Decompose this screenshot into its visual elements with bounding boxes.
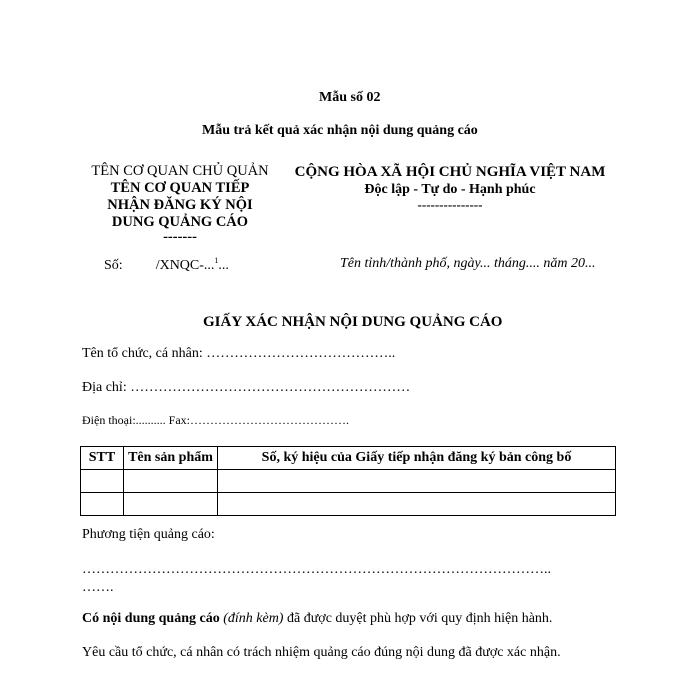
col-certificate-number: Số, ký hiệu của Giấy tiếp nhận đăng ký bản công bố [218, 447, 616, 470]
media-label: Phương tiện quảng cáo: [82, 527, 215, 542]
parent-agency: TÊN CƠ QUAN CHỦ QUẢN [91, 163, 269, 179]
document-number [104, 256, 229, 274]
issuing-agency-block [80, 163, 280, 243]
so-value: /XNQC-... [155, 258, 215, 273]
approval-rest: đã được duyệt phù hợp với quy định hiện hành. [286, 611, 553, 626]
table-cell [124, 470, 218, 493]
so-suffix: ... [218, 258, 229, 273]
media-dots-line-2: ……. [82, 580, 114, 595]
address-field: Địa chỉ: …………………………………………………… [82, 380, 411, 395]
table-header-row [81, 447, 616, 470]
agency-name-line-1: TÊN CƠ QUAN TIẾP [110, 180, 250, 196]
motto-divider: --------------- [417, 197, 483, 212]
product-table [80, 446, 616, 516]
approval-statement [82, 611, 552, 627]
col-product-name: Tên sản phẩm [124, 447, 218, 470]
agency-name-line-3: DUNG QUẢNG CÁO [111, 214, 249, 230]
agency-divider: ------- [163, 229, 197, 245]
agency-name-line-2: NHẬN ĐĂNG KÝ NỘI [107, 197, 253, 213]
footnote-mark: 1 [214, 256, 219, 265]
form-number: Mẫu số 02 [319, 90, 381, 105]
national-header-block [285, 163, 615, 211]
table-cell [218, 470, 616, 493]
document-title: GIẤY XÁC NHẬN NỘI DUNG QUẢNG CÁO [203, 314, 503, 330]
table-row [81, 493, 616, 516]
approval-bold: Có nội dung quảng cáo [82, 611, 220, 626]
phone-fax-field: Điện thoại:.......... Fax:…………………………………. [82, 413, 349, 427]
col-stt: STT [81, 447, 124, 470]
form-subtitle: Mẫu trả kết quả xác nhận nội dung quảng cáo [202, 123, 478, 138]
table-row [81, 470, 616, 493]
so-label: Số: [104, 258, 123, 273]
table-cell [124, 493, 218, 516]
country-name: CỘNG HÒA XÃ HỘI CHỦ NGHĨA VIỆT NAM [294, 164, 606, 180]
table-cell [218, 493, 616, 516]
national-motto: Độc lập - Tự do - Hạnh phúc [364, 182, 536, 197]
table-cell [81, 470, 124, 493]
request-statement: Yêu cầu tổ chức, cá nhân có trách nhiệm quảng cáo đúng nội dung đã được xác nhận. [82, 645, 561, 660]
org-name-field: Tên tổ chức, cá nhân: ………………………………….. [82, 346, 396, 361]
approval-italic: (đính kèm) [223, 611, 284, 626]
place-date: Tên tỉnh/thành phố, ngày... tháng.... năm 20... [340, 256, 596, 271]
media-dots-line-1: ……………………………………………………………………………………….. [82, 562, 551, 577]
table-cell [81, 493, 124, 516]
